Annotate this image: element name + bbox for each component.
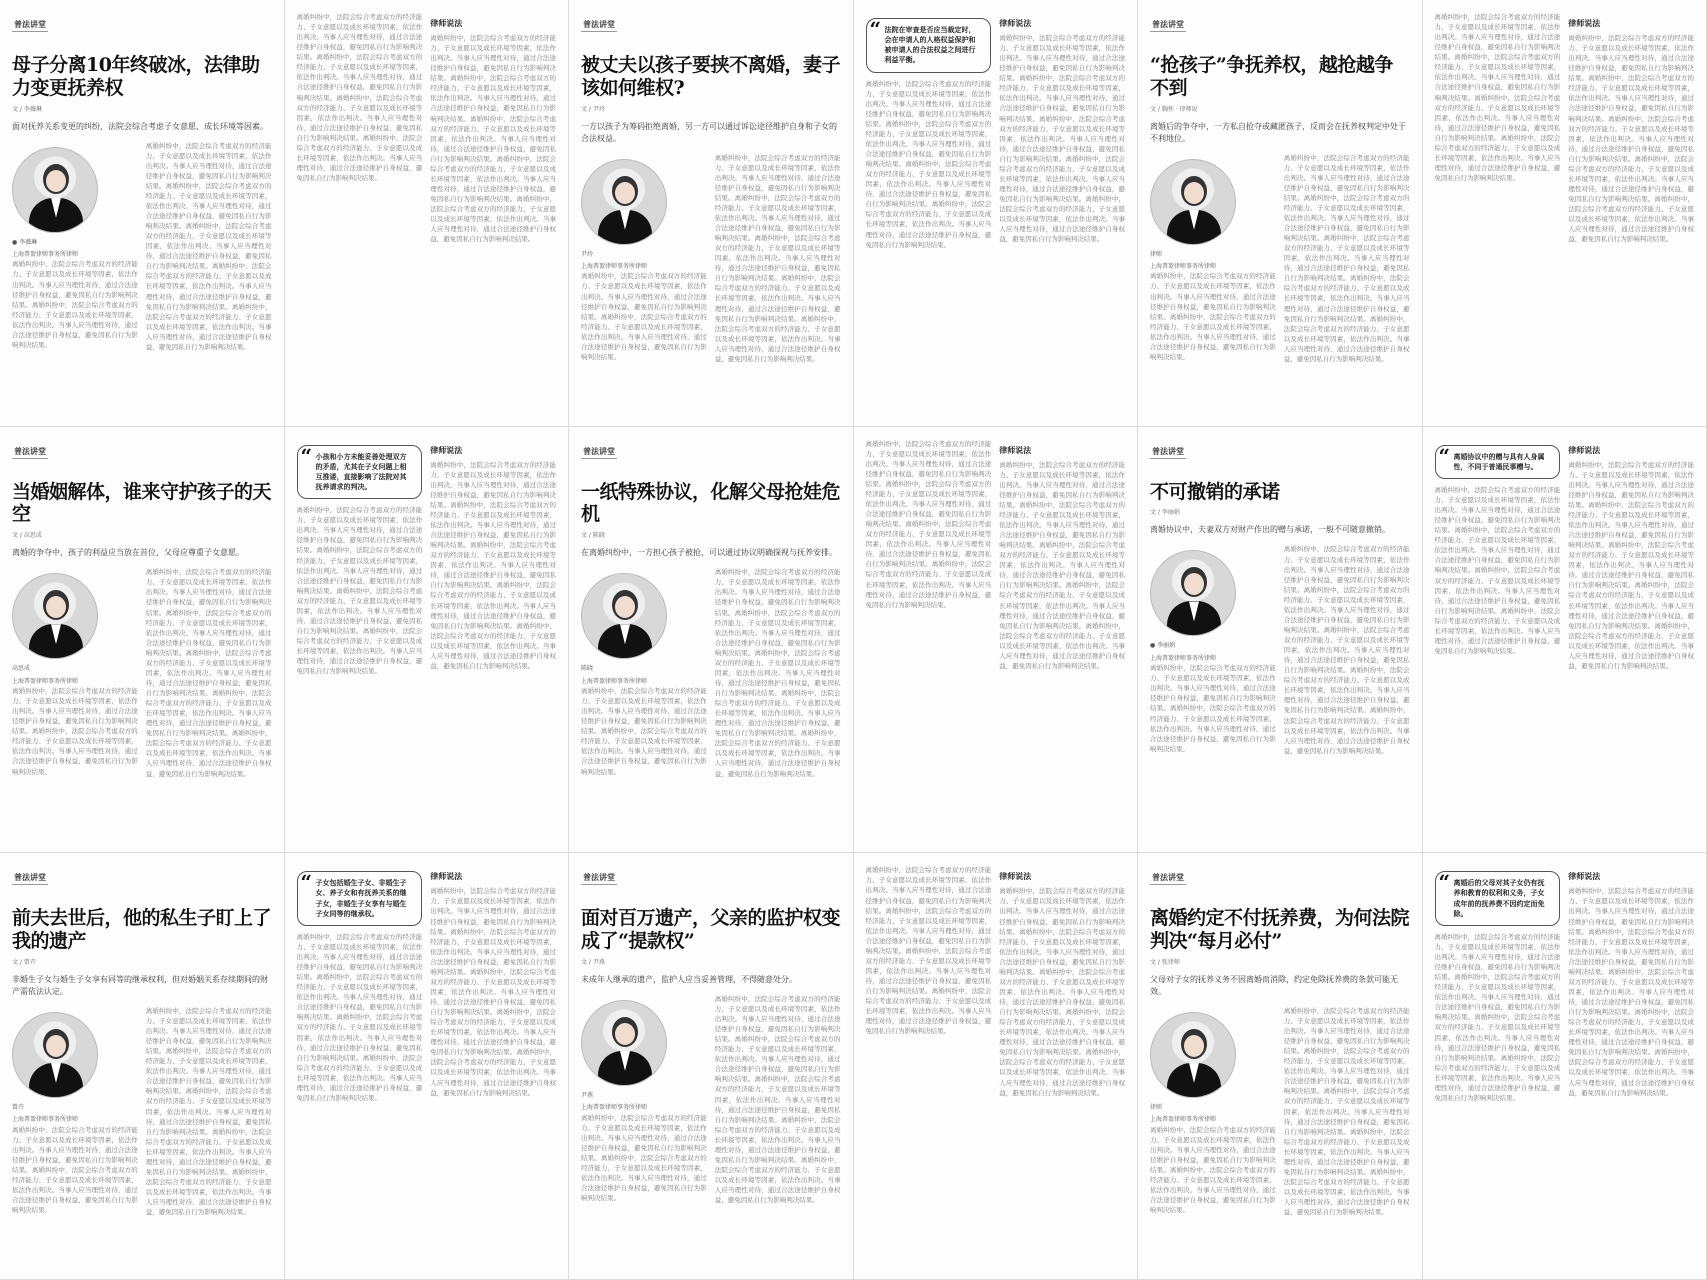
body-text: 离婚纠纷中，法院会综合考虑双方的经济能力、子女意愿以及成长环境等因素，依法作出判决。当事人应当理性对待，通过合法途径维护自身权益，避免因私自行为影响判决结果。离婚纠纷中，法院会综合考虑双方的经济能力、子女意愿以及成长环境等因素，依法作出判决。当事人应当理性对待，通过合法途径维护自身权益，避免因私自行为影响判决结果。离婚纠纷中，法院会综合考虑双方的经济能力、子女意愿以及成长环境等因素，依法作出判决。当事人应当理性对待，通过合法途径维护自身权益，避免因私自行为影响判决结果。离婚纠纷中，法院会综合考虑双方的经济能力、子女意愿以及成长环境等因素，依法作出判决。当事人应当理性对待，通过合法途径维护自身权益，避免因私自行为影响判决结果。 [1434, 13, 1561, 182]
text-column [297, 439, 423, 677]
body-text: 离婚纠纷中，法院会综合考虑双方的经济能力、子女意愿以及成长环境等因素，依法作出判决。当事人应当理性对待，通过合法途径维护自身权益，避免因私自行为影响判决结果。离婚纠纷中，法院会综合考虑双方的经济能力、子女意愿以及成长环境等因素，依法作出判决。当事人应当理性对待，通过合法途径维护自身权益，避免因私自行为影响判决结果。 [1150, 272, 1276, 361]
body-text: 离婚纠纷中，法院会综合考虑双方的经济能力、子女意愿以及成长环境等因素，依法作出判决。当事人应当理性对待，通过合法途径维护自身权益，避免因私自行为影响判决结果。离婚纠纷中，法院会综合考虑双方的经济能力、子女意愿以及成长环境等因素，依法作出判决。当事人应当理性对待，通过合法途径维护自身权益，避免因私自行为影响判决结果。离婚纠纷中，法院会综合考虑双方的经济能力、子女意愿以及成长环境等因素，依法作出判决。当事人应当理性对待，通过合法途径维护自身权益，避免因私自行为影响判决结果。离婚纠纷中，法院会综合考虑双方的经济能力、子女意愿以及成长环境等因素，依法作出判决。当事人应当理性对待，通过合法途径维护自身权益，避免因私自行为影响判决结果。 [865, 866, 992, 1036]
left-page-body [12, 141, 272, 352]
portrait-column [581, 567, 707, 778]
body-text: 离婚纠纷中，法院会综合考虑双方的经济能力、子女意愿以及成长环境等因素，依法作出判决。当事人应当理性对待，通过合法途径维护自身权益，避免因私自行为影响判决结果。离婚纠纷中，法院会综合考虑双方的经济能力、子女意愿以及成长环境等因素，依法作出判决。当事人应当理性对待，通过合法途径维护自身权益，避免因私自行为影响判决结果。离婚纠纷中，法院会综合考虑双方的经济能力、子女意愿以及成长环境等因素，依法作出判决。当事人应当理性对待，通过合法途径维护自身权益，避免因私自行为影响判决结果。离婚纠纷中，法院会综合考虑双方的经济能力、子女意愿以及成长环境等因素，依法作出判决。当事人应当理性对待，通过合法途径维护自身权益，避免因私自行为影响判决结果。离婚纠纷中，法院会综合考虑双方的经济能力、子女意愿以及成长环境等因素，依法作出判决。当事人应当理性对待，通过合法途径维护自身权益，避免因私自行为影响判决结果。 [714, 568, 841, 778]
article-left-page [0, 427, 285, 854]
portrait-column [581, 994, 707, 1205]
subheading: 律师说法 [430, 872, 463, 882]
subheading: 律师说法 [430, 19, 463, 28]
article-right-page [285, 853, 570, 1280]
left-page-body [1150, 153, 1410, 364]
article-left-page [569, 0, 854, 427]
author-name: ● 李丽娟 [1150, 642, 1176, 650]
body-text: 离婚纠纷中，法院会综合考虑双方的经济能力、子女意愿以及成长环境等因素，依法作出判决。当事人应当理性对待，通过合法途径维护自身权益，避免因私自行为影响判决结果。离婚纠纷中，法院会综合考虑双方的经济能力、子女意愿以及成长环境等因素，依法作出判决。当事人应当理性对待，通过合法途径维护自身权益，避免因私自行为影响判决结果。离婚纠纷中，法院会综合考虑双方的经济能力、子女意愿以及成长环境等因素，依法作出判决。当事人应当理性对待，通过合法途径维护自身权益，避免因私自行为影响判决结果。离婚纠纷中，法院会综合考虑双方的经济能力、子女意愿以及成长环境等因素，依法作出判决。当事人应当理性对待，通过合法途径维护自身权益，避免因私自行为影响判决结果。离婚纠纷中，法院会综合考虑双方的经济能力、子女意愿以及成长环境等因素，依法作出判决。当事人应当理性对待，通过合法途径维护自身权益，避免因私自行为影响判决结果。 [999, 34, 1125, 244]
subheading: 律师说法 [999, 19, 1032, 28]
subheading: 律师说法 [999, 445, 1032, 455]
article-left-page [569, 853, 854, 1280]
author-bio: 上海普盈律师事务所律师 [12, 250, 79, 258]
article-lede: 父母对子女的抚养义务不因离婚而消除，约定免除抚养费的条款可能无效。 [1150, 974, 1398, 996]
right-page-body [297, 439, 557, 677]
body-text: 离婚纠纷中，法院会综合考虑双方的经济能力、子女意愿以及成长环境等因素，依法作出判决。当事人应当理性对待，通过合法途径维护自身权益，避免因私自行为影响判决结果。离婚纠纷中，法院会综合考虑双方的经济能力、子女意愿以及成长环境等因素，依法作出判决。当事人应当理性对待，通过合法途径维护自身权益，避免因私自行为影响判决结果。离婚纠纷中，法院会综合考虑双方的经济能力、子女意愿以及成长环境等因素，依法作出判决。当事人应当理性对待，通过合法途径维护自身权益，避免因私自行为影响判决结果。离婚纠纷中，法院会综合考虑双方的经济能力、子女意愿以及成长环境等因素，依法作出判决。当事人应当理性对待，通过合法途径维护自身权益，避免因私自行为影响判决结果。 [865, 79, 992, 249]
article-title: 母子分离10年终破冰，法律助力变更抚养权 [12, 54, 260, 99]
author-bio: 上海普盈律师事务所律师 [12, 677, 79, 685]
article-left-page [0, 853, 285, 1280]
author-portrait [12, 1012, 98, 1098]
text-column [715, 153, 841, 364]
article-byline: 文 / 李丽娟 [1150, 509, 1180, 517]
article-left-page [1138, 427, 1423, 854]
text-column [866, 865, 992, 1097]
article-byline: 文 / 尹燕 [581, 958, 605, 966]
author-bio: 上海普盈律师事务所律师 [1150, 262, 1217, 270]
article-title: 被丈夫以孩子要挟不离婚，妻子该如何维权? [581, 54, 841, 99]
right-page-body [866, 12, 1126, 250]
author-bio: 上海普盈律师事务所律师 [12, 1116, 79, 1124]
article-right-page [854, 427, 1139, 854]
article-left-page [0, 0, 285, 427]
text-column [866, 12, 992, 250]
portrait-column [12, 567, 138, 778]
body-text: 离婚纠纷中，法院会综合考虑双方的经济能力、子女意愿以及成长环境等因素，依法作出判决。当事人应当理性对待，通过合法途径维护自身权益，避免因私自行为影响判决结果。离婚纠纷中，法院会综合考虑双方的经济能力、子女意愿以及成长环境等因素，依法作出判决。当事人应当理性对待，通过合法途径维护自身权益，避免因私自行为影响判决结果。 [1150, 664, 1276, 753]
pull-quote [297, 445, 423, 500]
article-left-page [1138, 853, 1423, 1280]
article-right-page [854, 0, 1139, 427]
subheading: 律师说法 [1568, 19, 1601, 28]
body-text: 离婚纠纷中，法院会综合考虑双方的经济能力、子女意愿以及成长环境等因素，依法作出判决。当事人应当理性对待，通过合法途径维护自身权益，避免因私自行为影响判决结果。离婚纠纷中，法院会综合考虑双方的经济能力、子女意愿以及成长环境等因素，依法作出判决。当事人应当理性对待，通过合法途径维护自身权益，避免因私自行为影响判决结果。离婚纠纷中，法院会综合考虑双方的经济能力、子女意愿以及成长环境等因素，依法作出判决。当事人应当理性对待，通过合法途径维护自身权益，避免因私自行为影响判决结果。离婚纠纷中，法院会综合考虑双方的经济能力、子女意愿以及成长环境等因素，依法作出判决。当事人应当理性对待，通过合法途径维护自身权益，避免因私自行为影响判决结果。离婚纠纷中，法院会综合考虑双方的经济能力、子女意愿以及成长环境等因素，依法作出判决。当事人应当理性对待，通过合法途径维护自身权益，避免因私自行为影响判决结果。 [714, 994, 841, 1205]
body-text: 离婚纠纷中，法院会综合考虑双方的经济能力、子女意愿以及成长环境等因素，依法作出判决。当事人应当理性对待，通过合法途径维护自身权益，避免因私自行为影响判决结果。离婚纠纷中，法院会综合考虑双方的经济能力、子女意愿以及成长环境等因素，依法作出判决。当事人应当理性对待，通过合法途径维护自身权益，避免因私自行为影响判决结果。 [581, 272, 707, 361]
subheading: 律师说法 [430, 445, 463, 455]
article-title: 一纸特殊协议，化解父母抢娃危机 [581, 480, 841, 526]
text-column [1284, 1006, 1410, 1217]
article-byline: 文 / 胸怀 · 律师说 [1150, 105, 1198, 113]
left-page-body [1150, 544, 1410, 755]
text-column [297, 12, 423, 244]
author-name: 尹燕 [581, 1091, 594, 1099]
article-title: 离婚约定不付抚养费，为何法院判决“每月必付” [1150, 907, 1410, 953]
author-portrait [12, 147, 98, 233]
left-page-body [12, 1006, 272, 1217]
article-right-page [1423, 853, 1707, 1280]
left-page-body [581, 153, 841, 364]
body-text: 离婚纠纷中，法院会综合考虑双方的经济能力、子女意愿以及成长环境等因素，依法作出判决。当事人应当理性对待，通过合法途径维护自身权益，避免因私自行为影响判决结果。离婚纠纷中，法院会综合考虑双方的经济能力、子女意愿以及成长环境等因素，依法作出判决。当事人应当理性对待，通过合法途径维护自身权益，避免因私自行为影响判决结果。离婚纠纷中，法院会综合考虑双方的经济能力、子女意愿以及成长环境等因素，依法作出判决。当事人应当理性对待，通过合法途径维护自身权益，避免因私自行为影响判决结果。离婚纠纷中，法院会综合考虑双方的经济能力、子女意愿以及成长环境等因素，依法作出判决。当事人应当理性对待，通过合法途径维护自身权益，避免因私自行为影响判决结果。 [1434, 485, 1561, 655]
pull-quote-text: 子女包括婚生子女、非婚生子女、养子女和有抚养关系的继子女，非婚生子女享有与婚生子女同等的继承权。 [315, 879, 407, 918]
section-tag: 普法讲堂 [12, 871, 48, 885]
author-name: 律师 [1150, 250, 1163, 258]
portrait-column [12, 1006, 138, 1217]
body-text: 离婚纠纷中，法院会综合考虑双方的经济能力、子女意愿以及成长环境等因素，依法作出判决。当事人应当理性对待，通过合法途径维护自身权益，避免因私自行为影响判决结果。离婚纠纷中，法院会综合考虑双方的经济能力、子女意愿以及成长环境等因素，依法作出判决。当事人应当理性对待，通过合法途径维护自身权益，避免因私自行为影响判决结果。离婚纠纷中，法院会综合考虑双方的经济能力、子女意愿以及成长环境等因素，依法作出判决。当事人应当理性对待，通过合法途径维护自身权益，避免因私自行为影响判决结果。离婚纠纷中，法院会综合考虑双方的经济能力、子女意愿以及成长环境等因素，依法作出判决。当事人应当理性对待，通过合法途径维护自身权益，避免因私自行为影响判决结果。离婚纠纷中，法院会综合考虑双方的经济能力、子女意愿以及成长环境等因素，依法作出判决。当事人应当理性对待，通过合法途径维护自身权益，避免因私自行为影响判决结果。 [145, 141, 272, 351]
quote-mark-icon: “ [869, 17, 882, 41]
article-byline: 文 / 陈晓 [581, 532, 605, 540]
article-byline: 文 / 曾卉 [12, 958, 36, 966]
body-text: 离婚纠纷中，法院会综合考虑双方的经济能力、子女意愿以及成长环境等因素，依法作出判决。当事人应当理性对待，通过合法途径维护自身权益，避免因私自行为影响判决结果。离婚纠纷中，法院会综合考虑双方的经济能力、子女意愿以及成长环境等因素，依法作出判决。当事人应当理性对待，通过合法途径维护自身权益，避免因私自行为影响判决结果。 [1150, 1125, 1276, 1215]
author-bio: 上海普盈律师事务所律师 [581, 262, 648, 270]
right-page-body [866, 439, 1126, 671]
body-text: 离婚纠纷中，法院会综合考虑双方的经济能力、子女意愿以及成长环境等因素，依法作出判决。当事人应当理性对待，通过合法途径维护自身权益，避免因私自行为影响判决结果。离婚纠纷中，法院会综合考虑双方的经济能力、子女意愿以及成长环境等因素，依法作出判决。当事人应当理性对待，通过合法途径维护自身权益，避免因私自行为影响判决结果。离婚纠纷中，法院会综合考虑双方的经济能力、子女意愿以及成长环境等因素，依法作出判决。当事人应当理性对待，通过合法途径维护自身权益，避免因私自行为影响判决结果。离婚纠纷中，法院会综合考虑双方的经济能力、子女意愿以及成长环境等因素，依法作出判决。当事人应当理性对待，通过合法途径维护自身权益，避免因私自行为影响判决结果。离婚纠纷中，法院会综合考虑双方的经济能力、子女意愿以及成长环境等因素，依法作出判决。当事人应当理性对待，通过合法途径维护自身权益，避免因私自行为影响判决结果。 [145, 568, 272, 778]
pull-quote-text: 离婚协议中的赠与具有人身属性，不同于普通民事赠与。 [1453, 452, 1545, 471]
article-lede: 非婚生子女与婚生子女享有同等的继承权利，但对婚姻关系存续期间的财产需依法认定。 [12, 974, 268, 996]
article-lede: 一方以孩子为筹码拒绝离婚，另一方可以通过诉讼途径维护自身和子女的合法权益。 [581, 121, 837, 143]
quote-mark-icon: “ [1438, 443, 1451, 468]
section-tag: 普法讲堂 [12, 18, 48, 32]
pull-quote [297, 871, 423, 926]
article-right-page [285, 427, 570, 854]
body-text: 离婚纠纷中，法院会综合考虑双方的经济能力、子女意愿以及成长环境等因素，依法作出判决。当事人应当理性对待，通过合法途径维护自身权益，避免因私自行为影响判决结果。离婚纠纷中，法院会综合考虑双方的经济能力、子女意愿以及成长环境等因素，依法作出判决。当事人应当理性对待，通过合法途径维护自身权益，避免因私自行为影响判决结果。离婚纠纷中，法院会综合考虑双方的经济能力、子女意愿以及成长环境等因素，依法作出判决。当事人应当理性对待，通过合法途径维护自身权益，避免因私自行为影响判决结果。离婚纠纷中，法院会综合考虑双方的经济能力、子女意愿以及成长环境等因素，依法作出判决。当事人应当理性对待，通过合法途径维护自身权益，避免因私自行为影响判决结果。离婚纠纷中，法院会综合考虑双方的经济能力、子女意愿以及成长环境等因素，依法作出判决。当事人应当理性对待，通过合法途径维护自身权益，避免因私自行为影响判决结果。 [430, 34, 556, 244]
body-text: 离婚纠纷中，法院会综合考虑双方的经济能力、子女意愿以及成长环境等因素，依法作出判决。当事人应当理性对待，通过合法途径维护自身权益，避免因私自行为影响判决结果。离婚纠纷中，法院会综合考虑双方的经济能力、子女意愿以及成长环境等因素，依法作出判决。当事人应当理性对待，通过合法途径维护自身权益，避免因私自行为影响判决结果。离婚纠纷中，法院会综合考虑双方的经济能力、子女意愿以及成长环境等因素，依法作出判决。当事人应当理性对待，通过合法途径维护自身权益，避免因私自行为影响判决结果。离婚纠纷中，法院会综合考虑双方的经济能力、子女意愿以及成长环境等因素，依法作出判决。当事人应当理性对待，通过合法途径维护自身权益，避免因私自行为影响判决结果。离婚纠纷中，法院会综合考虑双方的经济能力、子女意愿以及成长环境等因素，依法作出判决。当事人应当理性对待，通过合法途径维护自身权益，避免因私自行为影响判决结果。 [1568, 34, 1694, 244]
body-text: 离婚纠纷中，法院会综合考虑双方的经济能力、子女意愿以及成长环境等因素，依法作出判决。当事人应当理性对待，通过合法途径维护自身权益，避免因私自行为影响判决结果。离婚纠纷中，法院会综合考虑双方的经济能力、子女意愿以及成长环境等因素，依法作出判决。当事人应当理性对待，通过合法途径维护自身权益，避免因私自行为影响判决结果。 [12, 687, 138, 776]
section-tag: 普法讲堂 [1150, 18, 1186, 32]
article-lede: 离婚协议中，夫妻双方对财产作出的赠与承诺，一般不可随意撤销。 [1150, 525, 1390, 535]
body-text: 离婚纠纷中，法院会综合考虑双方的经济能力、子女意愿以及成长环境等因素，依法作出判决。当事人应当理性对待，通过合法途径维护自身权益，避免因私自行为影响判决结果。离婚纠纷中，法院会综合考虑双方的经济能力、子女意愿以及成长环境等因素，依法作出判决。当事人应当理性对待，通过合法途径维护自身权益，避免因私自行为影响判决结果。离婚纠纷中，法院会综合考虑双方的经济能力、子女意愿以及成长环境等因素，依法作出判决。当事人应当理性对待，通过合法途径维护自身权益，避免因私自行为影响判决结果。离婚纠纷中，法院会综合考虑双方的经济能力、子女意愿以及成长环境等因素，依法作出判决。当事人应当理性对待，通过合法途径维护自身权益，避免因私自行为影响判决结果。离婚纠纷中，法院会综合考虑双方的经济能力、子女意愿以及成长环境等因素，依法作出判决。当事人应当理性对待，通过合法途径维护自身权益，避免因私自行为影响判决结果。 [430, 887, 556, 1097]
text-column [297, 865, 423, 1103]
text-column [715, 994, 841, 1205]
body-text: 离婚纠纷中，法院会综合考虑双方的经济能力、子女意愿以及成长环境等因素，依法作出判决。当事人应当理性对待，通过合法途径维护自身权益，避免因私自行为影响判决结果。离婚纠纷中，法院会综合考虑双方的经济能力、子女意愿以及成长环境等因素，依法作出判决。当事人应当理性对待，通过合法途径维护自身权益，避免因私自行为影响判决结果。离婚纠纷中，法院会综合考虑双方的经济能力、子女意愿以及成长环境等因素，依法作出判决。当事人应当理性对待，通过合法途径维护自身权益，避免因私自行为影响判决结果。离婚纠纷中，法院会综合考虑双方的经济能力、子女意愿以及成长环境等因素，依法作出判决。当事人应当理性对待，通过合法途径维护自身权益，避免因私自行为影响判决结果。离婚纠纷中，法院会综合考虑双方的经济能力、子女意愿以及成长环境等因素，依法作出判决。当事人应当理性对待，通过合法途径维护自身权益，避免因私自行为影响判决结果。 [714, 153, 841, 363]
body-text: 离婚纠纷中，法院会综合考虑双方的经济能力、子女意愿以及成长环境等因素，依法作出判决。当事人应当理性对待，通过合法途径维护自身权益，避免因私自行为影响判决结果。离婚纠纷中，法院会综合考虑双方的经济能力、子女意愿以及成长环境等因素，依法作出判决。当事人应当理性对待，通过合法途径维护自身权益，避免因私自行为影响判决结果。离婚纠纷中，法院会综合考虑双方的经济能力、子女意愿以及成长环境等因素，依法作出判决。当事人应当理性对待，通过合法途径维护自身权益，避免因私自行为影响判决结果。离婚纠纷中，法院会综合考虑双方的经济能力、子女意愿以及成长环境等因素，依法作出判决。当事人应当理性对待，通过合法途径维护自身权益，避免因私自行为影响判决结果。离婚纠纷中，法院会综合考虑双方的经济能力、子女意愿以及成长环境等因素，依法作出判决。当事人应当理性对待，通过合法途径维护自身权益，避免因私自行为影响判决结果。 [1283, 153, 1410, 363]
author-bio: 上海普盈律师事务所律师 [1150, 1116, 1217, 1124]
right-page-body [1435, 439, 1695, 671]
article-right-page [1423, 0, 1707, 427]
article-title: 当婚姻解体，谁来守护孩子的天空 [12, 480, 272, 526]
left-page-body [581, 994, 841, 1205]
left-page-body [581, 567, 841, 778]
author-portrait [581, 159, 667, 245]
portrait-column [12, 141, 138, 352]
author-name: 尹玲 [581, 250, 594, 258]
subheading: 律师说法 [1568, 872, 1601, 882]
subheading: 律师说法 [999, 872, 1032, 882]
author-name: ● 李薇琳 [12, 238, 38, 246]
right-page-body [297, 865, 557, 1103]
body-text: 离婚纠纷中，法院会综合考虑双方的经济能力、子女意愿以及成长环境等因素，依法作出判决。当事人应当理性对待，通过合法途径维护自身权益，避免因私自行为影响判决结果。离婚纠纷中，法院会综合考虑双方的经济能力、子女意愿以及成长环境等因素，依法作出判决。当事人应当理性对待，通过合法途径维护自身权益，避免因私自行为影响判决结果。 [581, 687, 707, 776]
article-byline: 文 / 李薇琳 [12, 105, 42, 113]
article-byline: 文 / 高思成 [12, 532, 42, 540]
text-column [1435, 12, 1561, 244]
section-tag: 普法讲堂 [581, 871, 617, 885]
text-column [1568, 12, 1694, 244]
article-title: 不可撤销的承诺 [1150, 480, 1280, 503]
section-tag: 普法讲堂 [581, 18, 617, 32]
text-column [1435, 439, 1561, 671]
right-page-body [297, 12, 557, 244]
article-lede: 面对抚养关系变更的纠纷，法院会综合考虑子女意愿、成长环境等因素。 [12, 121, 268, 131]
text-column [146, 141, 272, 352]
body-text: 离婚纠纷中，法院会综合考虑双方的经济能力、子女意愿以及成长环境等因素，依法作出判决。当事人应当理性对待，通过合法途径维护自身权益，避免因私自行为影响判决结果。离婚纠纷中，法院会综合考虑双方的经济能力、子女意愿以及成长环境等因素，依法作出判决。当事人应当理性对待，通过合法途径维护自身权益，避免因私自行为影响判决结果。离婚纠纷中，法院会综合考虑双方的经济能力、子女意愿以及成长环境等因素，依法作出判决。当事人应当理性对待，通过合法途径维护自身权益，避免因私自行为影响判决结果。离婚纠纷中，法院会综合考虑双方的经济能力、子女意愿以及成长环境等因素，依法作出判决。当事人应当理性对待，通过合法途径维护自身权益，避免因私自行为影响判决结果。离婚纠纷中，法院会综合考虑双方的经济能力、子女意愿以及成长环境等因素，依法作出判决。当事人应当理性对待，通过合法途径维护自身权益，避免因私自行为影响判决结果。 [999, 887, 1125, 1097]
author-bio: 上海普盈律师事务所律师 [1150, 654, 1217, 662]
right-page-body [1435, 865, 1695, 1103]
author-name: 陈晓 [581, 665, 594, 673]
body-text: 离婚纠纷中，法院会综合考虑双方的经济能力、子女意愿以及成长环境等因素，依法作出判决。当事人应当理性对待，通过合法途径维护自身权益，避免因私自行为影响判决结果。离婚纠纷中，法院会综合考虑双方的经济能力、子女意愿以及成长环境等因素，依法作出判决。当事人应当理性对待，通过合法途径维护自身权益，避免因私自行为影响判决结果。离婚纠纷中，法院会综合考虑双方的经济能力、子女意愿以及成长环境等因素，依法作出判决。当事人应当理性对待，通过合法途径维护自身权益，避免因私自行为影响判决结果。离婚纠纷中，法院会综合考虑双方的经济能力、子女意愿以及成长环境等因素，依法作出判决。当事人应当理性对待，通过合法途径维护自身权益，避免因私自行为影响判决结果。离婚纠纷中，法院会综合考虑双方的经济能力、子女意愿以及成长环境等因素，依法作出判决。当事人应当理性对待，通过合法途径维护自身权益，避免因私自行为影响判决结果。 [1283, 1006, 1410, 1217]
text-column [1568, 865, 1694, 1103]
body-text: 离婚纠纷中，法院会综合考虑双方的经济能力、子女意愿以及成长环境等因素，依法作出判决。当事人应当理性对待，通过合法途径维护自身权益，避免因私自行为影响判决结果。离婚纠纷中，法院会综合考虑双方的经济能力、子女意愿以及成长环境等因素，依法作出判决。当事人应当理性对待，通过合法途径维护自身权益，避免因私自行为影响判决结果。离婚纠纷中，法院会综合考虑双方的经济能力、子女意愿以及成长环境等因素，依法作出判决。当事人应当理性对待，通过合法途径维护自身权益，避免因私自行为影响判决结果。离婚纠纷中，法院会综合考虑双方的经济能力、子女意愿以及成长环境等因素，依法作出判决。当事人应当理性对待，通过合法途径维护自身权益，避免因私自行为影响判决结果。 [296, 13, 423, 182]
quote-mark-icon: “ [300, 443, 313, 468]
author-name: 曾卉 [12, 1103, 25, 1111]
portrait-column [1150, 1006, 1276, 1217]
body-text: 离婚纠纷中，法院会综合考虑双方的经济能力、子女意愿以及成长环境等因素，依法作出判决。当事人应当理性对待，通过合法途径维护自身权益，避免因私自行为影响判决结果。离婚纠纷中，法院会综合考虑双方的经济能力、子女意愿以及成长环境等因素，依法作出判决。当事人应当理性对待，通过合法途径维护自身权益，避免因私自行为影响判决结果。 [12, 1125, 138, 1215]
left-page-body [1150, 1006, 1410, 1217]
pull-quote-text: 离婚后的父母对其子女仍有抚养和教育的权利和义务，子女成年前的抚养费不因约定而免除。 [1453, 879, 1545, 918]
portrait-column [1150, 153, 1276, 364]
author-bio: 上海普盈律师事务所律师 [581, 1104, 648, 1112]
author-portrait [1150, 550, 1236, 636]
pull-quote-text: 法院在审查是否应当裁定时，会在申请人的人格权益保护和被申请人的合法权益之间进行利益平衡。 [884, 26, 976, 65]
article-byline: 文 / 张律师 [1150, 958, 1180, 966]
author-bio: 上海普盈律师事务所律师 [581, 677, 648, 685]
left-page-body [12, 567, 272, 778]
subheading: 律师说法 [1568, 445, 1601, 455]
body-text: 离婚纠纷中，法院会综合考虑双方的经济能力、子女意愿以及成长环境等因素，依法作出判决。当事人应当理性对待，通过合法途径维护自身权益，避免因私自行为影响判决结果。离婚纠纷中，法院会综合考虑双方的经济能力、子女意愿以及成长环境等因素，依法作出判决。当事人应当理性对待，通过合法途径维护自身权益，避免因私自行为影响判决结果。离婚纠纷中，法院会综合考虑双方的经济能力、子女意愿以及成长环境等因素，依法作出判决。当事人应当理性对待，通过合法途径维护自身权益，避免因私自行为影响判决结果。离婚纠纷中，法院会综合考虑双方的经济能力、子女意愿以及成长环境等因素，依法作出判决。当事人应当理性对待，通过合法途径维护自身权益，避免因私自行为影响判决结果。 [1434, 932, 1561, 1102]
portrait-column [1150, 544, 1276, 755]
body-text: 离婚纠纷中，法院会综合考虑双方的经济能力、子女意愿以及成长环境等因素，依法作出判决。当事人应当理性对待，通过合法途径维护自身权益，避免因私自行为影响判决结果。离婚纠纷中，法院会综合考虑双方的经济能力、子女意愿以及成长环境等因素，依法作出判决。当事人应当理性对待，通过合法途径维护自身权益，避免因私自行为影响判决结果。离婚纠纷中，法院会综合考虑双方的经济能力、子女意愿以及成长环境等因素，依法作出判决。当事人应当理性对待，通过合法途径维护自身权益，避免因私自行为影响判决结果。离婚纠纷中，法院会综合考虑双方的经济能力、子女意愿以及成长环境等因素，依法作出判决。当事人应当理性对待，通过合法途径维护自身权益，避免因私自行为影响判决结果。离婚纠纷中，法院会综合考虑双方的经济能力、子女意愿以及成长环境等因素，依法作出判决。当事人应当理性对待，通过合法途径维护自身权益，避免因私自行为影响判决结果。 [430, 460, 556, 670]
portrait-column [581, 153, 707, 364]
text-column [999, 439, 1125, 671]
section-tag: 普法讲堂 [12, 445, 48, 459]
author-portrait [12, 573, 98, 659]
author-portrait [1150, 1012, 1236, 1098]
section-tag: 普法讲堂 [1150, 871, 1186, 885]
text-column [430, 12, 556, 244]
article-right-page [854, 853, 1139, 1280]
author-portrait [581, 1000, 667, 1086]
body-text: 离婚纠纷中，法院会综合考虑双方的经济能力、子女意愿以及成长环境等因素，依法作出判决。当事人应当理性对待，通过合法途径维护自身权益，避免因私自行为影响判决结果。离婚纠纷中，法院会综合考虑双方的经济能力、子女意愿以及成长环境等因素，依法作出判决。当事人应当理性对待，通过合法途径维护自身权益，避免因私自行为影响判决结果。离婚纠纷中，法院会综合考虑双方的经济能力、子女意愿以及成长环境等因素，依法作出判决。当事人应当理性对待，通过合法途径维护自身权益，避免因私自行为影响判决结果。离婚纠纷中，法院会综合考虑双方的经济能力、子女意愿以及成长环境等因素，依法作出判决。当事人应当理性对待，通过合法途径维护自身权益，避免因私自行为影响判决结果。 [296, 932, 423, 1102]
text-column [999, 865, 1125, 1097]
article-right-page [285, 0, 570, 427]
pull-quote [866, 18, 992, 73]
article-title: “抢孩子”争抚养权，越抢越争不到 [1150, 54, 1393, 99]
body-text: 离婚纠纷中，法院会综合考虑双方的经济能力、子女意愿以及成长环境等因素，依法作出判决。当事人应当理性对待，通过合法途径维护自身权益，避免因私自行为影响判决结果。离婚纠纷中，法院会综合考虑双方的经济能力、子女意愿以及成长环境等因素，依法作出判决。当事人应当理性对待，通过合法途径维护自身权益，避免因私自行为影响判决结果。离婚纠纷中，法院会综合考虑双方的经济能力、子女意愿以及成长环境等因素，依法作出判决。当事人应当理性对待，通过合法途径维护自身权益，避免因私自行为影响判决结果。离婚纠纷中，法院会综合考虑双方的经济能力、子女意愿以及成长环境等因素，依法作出判决。当事人应当理性对待，通过合法途径维护自身权益，避免因私自行为影响判决结果。离婚纠纷中，法院会综合考虑双方的经济能力、子女意愿以及成长环境等因素，依法作出判决。当事人应当理性对待，通过合法途径维护自身权益，避免因私自行为影响判决结果。 [145, 1006, 272, 1217]
text-column [1284, 544, 1410, 755]
author-portrait [1150, 159, 1236, 245]
article-lede: 离婚的争夺中，孩子的利益应当放在首位，父母应尊重子女意愿。 [12, 548, 244, 558]
section-tag: 普法讲堂 [1150, 445, 1186, 459]
article-title: 前夫去世后，他的私生子盯上了我的遗产 [12, 907, 272, 953]
text-column [999, 12, 1125, 250]
body-text: 离婚纠纷中，法院会综合考虑双方的经济能力、子女意愿以及成长环境等因素，依法作出判决。当事人应当理性对待，通过合法途径维护自身权益，避免因私自行为影响判决结果。离婚纠纷中，法院会综合考虑双方的经济能力、子女意愿以及成长环境等因素，依法作出判决。当事人应当理性对待，通过合法途径维护自身权益，避免因私自行为影响判决结果。离婚纠纷中，法院会综合考虑双方的经济能力、子女意愿以及成长环境等因素，依法作出判决。当事人应当理性对待，通过合法途径维护自身权益，避免因私自行为影响判决结果。离婚纠纷中，法院会综合考虑双方的经济能力、子女意愿以及成长环境等因素，依法作出判决。当事人应当理性对待，通过合法途径维护自身权益，避免因私自行为影响判决结果。离婚纠纷中，法院会综合考虑双方的经济能力、子女意愿以及成长环境等因素，依法作出判决。当事人应当理性对待，通过合法途径维护自身权益，避免因私自行为影响判决结果。 [1568, 887, 1694, 1097]
article-lede: 离婚后的争夺中，一方私自抢夺或藏匿孩子，反而会在抚养权判定中处于不利地位。 [1150, 121, 1406, 143]
body-text: 离婚纠纷中，法院会综合考虑双方的经济能力、子女意愿以及成长环境等因素，依法作出判决。当事人应当理性对待，通过合法途径维护自身权益，避免因私自行为影响判决结果。离婚纠纷中，法院会综合考虑双方的经济能力、子女意愿以及成长环境等因素，依法作出判决。当事人应当理性对待，通过合法途径维护自身权益，避免因私自行为影响判决结果。 [581, 1113, 707, 1203]
article-lede: 未成年人继承的遗产，监护人应当妥善管理，不得随意处分。 [581, 974, 797, 984]
body-text: 离婚纠纷中，法院会综合考虑双方的经济能力、子女意愿以及成长环境等因素，依法作出判决。当事人应当理性对待，通过合法途径维护自身权益，避免因私自行为影响判决结果。离婚纠纷中，法院会综合考虑双方的经济能力、子女意愿以及成长环境等因素，依法作出判决。当事人应当理性对待，通过合法途径维护自身权益，避免因私自行为影响判决结果。离婚纠纷中，法院会综合考虑双方的经济能力、子女意愿以及成长环境等因素，依法作出判决。当事人应当理性对待，通过合法途径维护自身权益，避免因私自行为影响判决结果。离婚纠纷中，法院会综合考虑双方的经济能力、子女意愿以及成长环境等因素，依法作出判决。当事人应当理性对待，通过合法途径维护自身权益，避免因私自行为影响判决结果。 [865, 439, 992, 609]
body-text: 离婚纠纷中，法院会综合考虑双方的经济能力、子女意愿以及成长环境等因素，依法作出判决。当事人应当理性对待，通过合法途径维护自身权益，避免因私自行为影响判决结果。离婚纠纷中，法院会综合考虑双方的经济能力、子女意愿以及成长环境等因素，依法作出判决。当事人应当理性对待，通过合法途径维护自身权益，避免因私自行为影响判决结果。离婚纠纷中，法院会综合考虑双方的经济能力、子女意愿以及成长环境等因素，依法作出判决。当事人应当理性对待，通过合法途径维护自身权益，避免因私自行为影响判决结果。离婚纠纷中，法院会综合考虑双方的经济能力、子女意愿以及成长环境等因素，依法作出判决。当事人应当理性对待，通过合法途径维护自身权益，避免因私自行为影响判决结果。离婚纠纷中，法院会综合考虑双方的经济能力、子女意愿以及成长环境等因素，依法作出判决。当事人应当理性对待，通过合法途径维护自身权益，避免因私自行为影响判决结果。 [1283, 545, 1410, 755]
body-text: 离婚纠纷中，法院会综合考虑双方的经济能力、子女意愿以及成长环境等因素，依法作出判决。当事人应当理性对待，通过合法途径维护自身权益，避免因私自行为影响判决结果。离婚纠纷中，法院会综合考虑双方的经济能力、子女意愿以及成长环境等因素，依法作出判决。当事人应当理性对待，通过合法途径维护自身权益，避免因私自行为影响判决结果。离婚纠纷中，法院会综合考虑双方的经济能力、子女意愿以及成长环境等因素，依法作出判决。当事人应当理性对待，通过合法途径维护自身权益，避免因私自行为影响判决结果。离婚纠纷中，法院会综合考虑双方的经济能力、子女意愿以及成长环境等因素，依法作出判决。当事人应当理性对待，通过合法途径维护自身权益，避免因私自行为影响判决结果。离婚纠纷中，法院会综合考虑双方的经济能力、子女意愿以及成长环境等因素，依法作出判决。当事人应当理性对待，通过合法途径维护自身权益，避免因私自行为影响判决结果。 [999, 460, 1125, 670]
text-column [146, 567, 272, 778]
quote-mark-icon: “ [300, 870, 313, 895]
article-byline: 文 / 尹玲 [581, 105, 605, 113]
text-column [1568, 439, 1694, 671]
author-name: 律师 [1150, 1103, 1163, 1111]
pull-quote [1435, 445, 1561, 479]
right-page-body [1435, 12, 1695, 244]
article-left-page [569, 427, 854, 854]
text-column [430, 865, 556, 1103]
article-lede: 在离婚纠纷中，一方担心孩子被抢，可以通过协议明确探视与抚养安排。 [581, 548, 837, 558]
body-text: 离婚纠纷中，法院会综合考虑双方的经济能力、子女意愿以及成长环境等因素，依法作出判决。当事人应当理性对待，通过合法途径维护自身权益，避免因私自行为影响判决结果。离婚纠纷中，法院会综合考虑双方的经济能力、子女意愿以及成长环境等因素，依法作出判决。当事人应当理性对待，通过合法途径维护自身权益，避免因私自行为影响判决结果。离婚纠纷中，法院会综合考虑双方的经济能力、子女意愿以及成长环境等因素，依法作出判决。当事人应当理性对待，通过合法途径维护自身权益，避免因私自行为影响判决结果。离婚纠纷中，法院会综合考虑双方的经济能力、子女意愿以及成长环境等因素，依法作出判决。当事人应当理性对待，通过合法途径维护自身权益，避免因私自行为影响判决结果。离婚纠纷中，法院会综合考虑双方的经济能力、子女意愿以及成长环境等因素，依法作出判决。当事人应当理性对待，通过合法途径维护自身权益，避免因私自行为影响判决结果。 [1568, 460, 1694, 670]
text-column [1284, 153, 1410, 364]
article-left-page [1138, 0, 1423, 427]
text-column [1435, 865, 1561, 1103]
body-text: 离婚纠纷中，法院会综合考虑双方的经济能力、子女意愿以及成长环境等因素，依法作出判决。当事人应当理性对待，通过合法途径维护自身权益，避免因私自行为影响判决结果。离婚纠纷中，法院会综合考虑双方的经济能力、子女意愿以及成长环境等因素，依法作出判决。当事人应当理性对待，通过合法途径维护自身权益，避免因私自行为影响判决结果。 [12, 260, 138, 349]
text-column [146, 1006, 272, 1217]
text-column [866, 439, 992, 671]
article-title: 面对百万遗产，父亲的监护权变成了“提款权” [581, 907, 841, 953]
pull-quote-text: 小孩和小方未能妥善处理双方的矛盾，尤其在子女问题上相互推诿，直接影响了法院对其抚养请求的判决。 [315, 452, 407, 492]
article-right-page [1423, 427, 1707, 854]
author-portrait [581, 573, 667, 659]
quote-mark-icon: “ [1438, 870, 1451, 895]
pull-quote [1435, 871, 1561, 926]
author-name: 高思成 [12, 665, 31, 673]
body-text: 离婚纠纷中，法院会综合考虑双方的经济能力、子女意愿以及成长环境等因素，依法作出判决。当事人应当理性对待，通过合法途径维护自身权益，避免因私自行为影响判决结果。离婚纠纷中，法院会综合考虑双方的经济能力、子女意愿以及成长环境等因素，依法作出判决。当事人应当理性对待，通过合法途径维护自身权益，避免因私自行为影响判决结果。离婚纠纷中，法院会综合考虑双方的经济能力、子女意愿以及成长环境等因素，依法作出判决。当事人应当理性对待，通过合法途径维护自身权益，避免因私自行为影响判决结果。离婚纠纷中，法院会综合考虑双方的经济能力、子女意愿以及成长环境等因素，依法作出判决。当事人应当理性对待，通过合法途径维护自身权益，避免因私自行为影响判决结果。 [296, 506, 423, 676]
text-column [715, 567, 841, 778]
right-page-body [866, 865, 1126, 1097]
text-column [430, 439, 556, 677]
section-tag: 普法讲堂 [581, 445, 617, 459]
